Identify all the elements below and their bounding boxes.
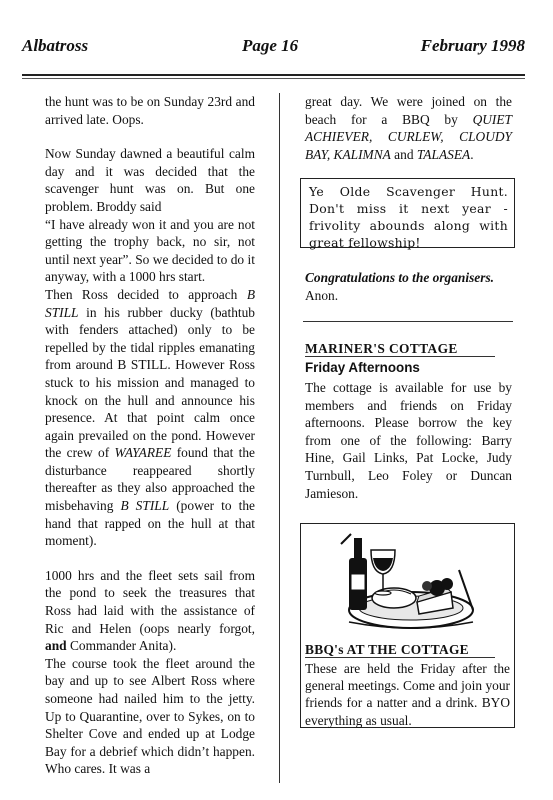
page-header — [20, 36, 525, 62]
header-rule — [22, 74, 525, 76]
left-column — [45, 93, 255, 778]
bbq-box — [300, 523, 515, 728]
right-column-top — [305, 93, 512, 163]
paragraph: great day. We were joined on the beach for a BBQ by QUIET ACHIEVER, CURLEW, CLOUDY BAY, KALIMNA and TALASEA. — [305, 94, 512, 162]
cottage-text: The cottage is available for use by members and friends on Friday afternoons. Please borrow the key from one of the following: Barry Hine, Gail Links, Pat Locke, Judy Turnbull, Leo Foley or Duncan Jamieson. — [305, 380, 512, 501]
column-divider — [279, 93, 280, 783]
cottage-subhead: Friday Afternoons — [305, 360, 420, 375]
scavenger-hunt-box: Ye Olde Scavenger Hunt. Don't miss it next year - frivolity abounds along with great fellowship! — [300, 178, 515, 248]
paragraph: Now Sunday dawned a beautiful calm day and it was decided that the scavenger hunt was on. But one problem. Broddy said — [45, 146, 255, 214]
congratulations — [305, 269, 515, 304]
cottage-title: MARINER'S COTTAGE — [305, 341, 458, 356]
section-divider — [303, 321, 513, 322]
wine-and-food-icon — [319, 530, 494, 636]
paragraph: The course took the fleet around the bay and up to see Albert Ross where someone had nailed him to the jetty. Up to Quarantine, over to Sykes, on to Shelter Cove and ended up at Lodge Bay for a debrief which didn’t happen. Who cares. It was a — [45, 655, 255, 777]
paragraph: Then Ross decided to approach B STILL in his rubber ducky (bathtub with fenders attached) only to be repelled by the tidal ripples emanating from around B STILL. However Ross stuck to his mission and managed to knock on the hull and announce his presence. At that point calm once again prevailed on the pond. However the crew of WAYAREE found that the disturbance reappeared shortly thereafter as they also approached the misbehaving B STILL (power to the hand that rapped on the hull at that moment). — [45, 286, 255, 549]
newsletter-name: Albatross — [22, 36, 89, 55]
issue-date: February 1998 — [420, 36, 525, 55]
paragraph: “I have already won it and you are not getting the trophy back, no sir, not until next year”. So we decided to do it anyway, with a 1000 hrs start. — [45, 216, 255, 285]
congrats-line: Congratulations to the organisers. — [305, 270, 495, 285]
bbq-text: These are held the Friday after the general meetings. Come and join your friends for a natter and a drink. BYO everything as usual. — [305, 661, 510, 728]
bbq-title: BBQ's AT THE COTTAGE — [305, 642, 469, 657]
header-rule-thin — [22, 78, 525, 79]
title-underline — [305, 356, 495, 357]
paragraph: the hunt was to be on Sunday 23rd and arrived late. Oops. — [45, 94, 255, 127]
page-number: Page 16 — [242, 36, 299, 55]
signoff: Anon. — [305, 287, 339, 303]
paragraph: 1000 hrs and the fleet sets sail from the pond to seek the treasures that Ross had laid with the assistance of Ric and Helen (oops nearly forgot, and Commander Anita). — [45, 567, 255, 654]
title-underline — [305, 657, 495, 658]
